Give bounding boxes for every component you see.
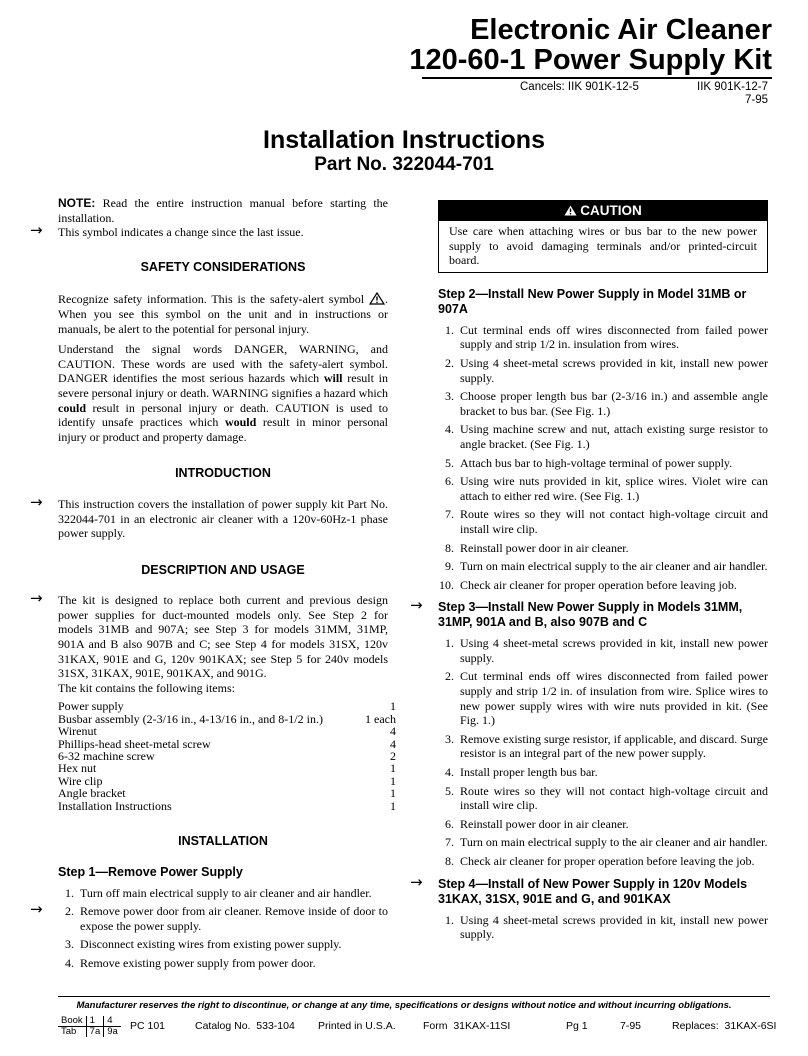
footer-catalog: Catalog No. 533-104	[195, 1020, 295, 1032]
step-number: 10.	[439, 577, 454, 592]
kit-item-row	[58, 713, 396, 725]
footer-replaces: Replaces: 31KAX-6SI	[672, 1020, 777, 1032]
step-item	[438, 323, 768, 352]
step-number: 2.	[445, 355, 454, 370]
step-number: 4.	[445, 765, 454, 780]
step-number: 7.	[445, 507, 454, 522]
step-text: Check air cleaner for proper operation before leaving the job.	[460, 854, 755, 868]
kit-item-row	[58, 750, 396, 762]
step-number: 6.	[445, 816, 454, 831]
replaces-code: IIK 901K-12-7	[697, 81, 768, 93]
kit-item-name: Wire clip	[58, 773, 103, 788]
step3-heading: Step 3—Install New Power Supply in Models 31MM, 31MP, 901A and B, also 907B and C	[438, 600, 743, 630]
change-arrow-icon: →	[30, 900, 43, 919]
step-text: Using wire nuts provided in kit, splice wires. Violet wire can attach to either red wire. (See Fig. 1.)	[460, 474, 768, 503]
step-number: 4.	[65, 956, 74, 971]
step-text: Turn off main electrical supply to air cleaner and air handler.	[80, 885, 372, 900]
footer-page: Pg 1	[566, 1020, 588, 1032]
change-arrow-icon: →	[410, 872, 423, 891]
step-item	[438, 854, 768, 869]
step-number: 9.	[445, 559, 454, 574]
step-number: 1.	[65, 885, 74, 900]
step-item	[438, 389, 768, 418]
step-item	[438, 507, 768, 536]
kit-item-name: Hex nut	[58, 761, 97, 776]
document-title-line2: 120-60-1 Power Supply Kit	[409, 44, 772, 76]
kit-item-qty: 1	[390, 773, 396, 788]
kit-item-row	[58, 762, 396, 774]
step-text: Remove existing power supply from power door.	[80, 956, 316, 971]
step3-list	[438, 636, 768, 868]
footer-rule	[58, 996, 770, 997]
step-text: Choose proper length bus bar (2-3/16 in.) and assemble angle bracket to bus bar. (See Fig. 1.)	[460, 389, 768, 418]
step-text: Using 4 sheet-metal screws provided in kit, install new power supply.	[460, 636, 768, 665]
step4-heading: Step 4—Install of New Power Supply in 120v Models 31KAX, 31SX, 901E and G, and 901KAX	[438, 876, 748, 906]
step-text: Using 4 sheet-metal screws provided in kit, install new power supply.	[460, 355, 768, 385]
step4-heading-wrap	[410, 872, 768, 907]
book-number-1: 1	[86, 1016, 104, 1027]
introduction-heading: INTRODUCTION	[175, 466, 271, 481]
step-text: Route wires so they will not contact high-voltage circuit and install wire clip.	[460, 783, 768, 813]
date-code: 7-95	[744, 94, 768, 106]
document-title-line1: Electronic Air Cleaner	[470, 14, 772, 46]
footer-disclaimer: Manufacturer reserves the right to discontinue, or change at any time, specifications or designs without notice and without incurring obligations.	[76, 1000, 732, 1011]
step-item	[438, 765, 768, 780]
change-symbol-line: → This symbol indicates a change since the last issue.	[30, 221, 304, 240]
kit-contents-table	[58, 700, 396, 812]
step-number: 1.	[445, 636, 454, 651]
step-text: Reinstall power door in air cleaner.	[460, 816, 629, 831]
book-tab-index	[58, 1016, 121, 1037]
step-item	[438, 456, 768, 471]
step-item	[438, 732, 768, 761]
kit-item-name: Installation Instructions	[58, 798, 172, 813]
kit-item-name: Wirenut	[58, 724, 97, 739]
step-number: 5.	[445, 455, 454, 470]
part-number: Part No. 322044-701	[314, 154, 494, 175]
step-text: Reinstall power door in air cleaner.	[460, 540, 629, 555]
step-number: 3.	[445, 731, 454, 746]
change-arrow-icon: →	[30, 221, 43, 240]
step-text: Using machine screw and nut, attach existing surge resistor to angle bracket. (See Fig. 1.)	[460, 422, 768, 451]
step-item	[438, 835, 768, 850]
step-number: 7.	[445, 835, 454, 850]
step-number: 4.	[445, 422, 454, 437]
step-text: Using 4 sheet-metal screws provided in kit, install new power supply.	[460, 912, 768, 942]
step-number: 1.	[445, 912, 454, 927]
kit-item-qty: 1	[390, 761, 396, 776]
caution-alert-icon	[564, 205, 577, 216]
step-item	[58, 886, 388, 901]
kit-item-qty: 4	[390, 736, 396, 751]
kit-item-row	[58, 700, 396, 712]
kit-item-qty: 1	[390, 798, 396, 813]
step-item	[438, 356, 768, 385]
step-text: Cut terminal ends off wires disconnected from failed power supply and strip 1/2 in. insulation from wires.	[460, 322, 768, 352]
step-item	[438, 559, 768, 574]
book-label: Book	[58, 1016, 86, 1027]
step-text: Remove existing surge resistor, if applicable, and discard. Surge resistor is an integral part of the new power supply.	[460, 731, 769, 761]
safety-alert-icon	[369, 292, 385, 305]
contains-text: The kit contains the following items:	[58, 680, 235, 695]
step-item	[438, 578, 768, 593]
step-item	[438, 784, 768, 813]
step-item	[438, 541, 768, 556]
step-text: Attach bus bar to high-voltage terminal of power supply.	[460, 455, 733, 470]
kit-item-qty: 1 each	[365, 711, 396, 726]
safety-paragraph-1: Recognize safety information. This is the safety-alert symbol . When you see this symbol on the unit and in instructions or manuals, be alert to the potential for personal injury.	[58, 292, 388, 336]
caution-text: Use care when attaching wires or bus bar to the new power supply to avoid damaging terminals and/or printed-circuit board.	[449, 224, 757, 268]
kit-item-row	[58, 800, 396, 812]
page-title: Installation Instructions	[263, 126, 545, 154]
step-item	[58, 937, 388, 952]
step-item	[438, 817, 768, 832]
header-rule	[422, 77, 772, 79]
introduction-paragraph: → This instruction covers the installation of power supply kit Part No. 322044-701 in an electronic air cleaner with a 120v-60Hz-1 phase power supply.	[30, 492, 388, 541]
change-arrow-icon: →	[410, 596, 423, 615]
step4-list	[438, 913, 768, 942]
footer-printed: Printed in U.S.A.	[318, 1020, 396, 1032]
kit-item-name: Busbar assembly (2-3/16 in., 4-13/16 in., and 8-1/2 in.)	[58, 711, 323, 726]
note-label: NOTE:	[58, 196, 96, 210]
step-text: Route wires so they will not contact high-voltage circuit and install wire clip.	[460, 507, 768, 536]
step2-list	[438, 323, 768, 593]
footer-pc: PC 101	[130, 1020, 166, 1032]
step-text: Turn on main electrical supply to the air cleaner and air handler.	[460, 835, 768, 850]
step-item	[58, 956, 388, 971]
description-paragraph: → The kit is designed to replace both current and previous design power supplies for duct-mounted models only. See Step 2 for models 31MB and 907A; see Step 3 for models 31MM, 31MP, 901A and B also 907B and C; see Step 4 for models 31SX, 120v 31KAX, 901E and G, 120v 901KAX; see Step 5 for 240v models 31SX, 31KAX, 901E, 901KAX, and 901G.	[30, 589, 388, 681]
step-text: Remove power door from air cleaner. Remove inside of door to expose the power supply.	[80, 904, 388, 933]
safety-heading: SAFETY CONSIDERATIONS	[140, 259, 306, 274]
step3-heading-wrap	[410, 596, 768, 630]
step-item	[438, 913, 768, 942]
step-number: 5.	[445, 783, 454, 798]
step1-heading: Step 1—Remove Power Supply	[58, 864, 243, 879]
change-arrow-icon: →	[30, 492, 43, 511]
kit-item-row	[58, 725, 396, 737]
step-number: 6.	[445, 474, 454, 489]
book-number-4: 4	[104, 1016, 121, 1027]
kit-item-name: Angle bracket	[58, 786, 126, 801]
step-number: 2.	[65, 904, 74, 919]
step-item	[438, 474, 768, 503]
kit-item-qty: 4	[390, 724, 396, 739]
step-number: 8.	[445, 854, 454, 868]
kit-item-row	[58, 787, 396, 799]
step-text: Disconnect existing wires from existing power supply.	[80, 937, 342, 952]
left-column	[30, 196, 396, 975]
description-heading: DESCRIPTION AND USAGE	[141, 562, 305, 577]
kit-item-name: Power supply	[58, 699, 124, 714]
kit-item-qty: 2	[390, 749, 396, 764]
kit-item-qty: 1	[390, 786, 396, 801]
right-column	[410, 200, 769, 946]
footer-date: 7-95	[620, 1020, 642, 1032]
step-item	[438, 422, 768, 451]
kit-item-name: 6-32 machine screw	[58, 749, 155, 764]
note-paragraph: NOTE: Read the entire instruction manual before starting the installation.	[58, 196, 388, 225]
step1-list	[30, 885, 388, 971]
cancels-text: Cancels: IIK 901K-12-5	[520, 81, 639, 93]
tab-label: Tab	[61, 1026, 77, 1037]
change-arrow-icon: →	[30, 589, 43, 608]
step-number: 2.	[445, 669, 454, 684]
caution-box	[438, 200, 768, 273]
kit-item-qty: 1	[390, 699, 396, 714]
step-number: 3.	[65, 937, 74, 952]
step-item	[438, 636, 768, 665]
footer-form: Form 31KAX-11SI	[423, 1020, 511, 1032]
installation-heading: INSTALLATION	[178, 834, 268, 849]
safety-paragraph-2: Understand the signal words DANGER, WARNING, and CAUTION. These words are used with the safety-alert symbol. DANGER identifies the most serious hazards which will result in severe personal injury or death. WARNING signifies a hazard which could result in personal injury or death. CAUTION is used to identify unsafe practices which would result in minor personal injury or product and property damage.	[58, 342, 388, 444]
caution-header: CAUTION	[439, 201, 767, 221]
step-number: 8.	[445, 540, 454, 555]
step-text: Install proper length bus bar.	[460, 765, 598, 780]
tab-9a: 9a	[104, 1027, 121, 1038]
step-item	[438, 669, 768, 727]
step-text: Cut terminal ends off wires disconnected from failed power supply and strip 1/2 in. of insulation from wire. Splice wires to new power supply wires with wire nuts provided in kit. (See Fig. 1.)	[460, 669, 768, 728]
tab-7a: 7a	[86, 1027, 104, 1038]
step-number: 1.	[445, 322, 454, 337]
step-item	[30, 900, 388, 933]
step-text: Turn on main electrical supply to the air cleaner and air handler.	[460, 559, 768, 574]
step-number: 3.	[445, 389, 454, 404]
step-text: Check air cleaner for proper operation before leaving job.	[460, 577, 737, 592]
step2-heading: Step 2—Install New Power Supply in Model 31MB or 907A	[438, 286, 747, 316]
kit-item-name: Phillips-head sheet-metal screw	[58, 736, 211, 751]
